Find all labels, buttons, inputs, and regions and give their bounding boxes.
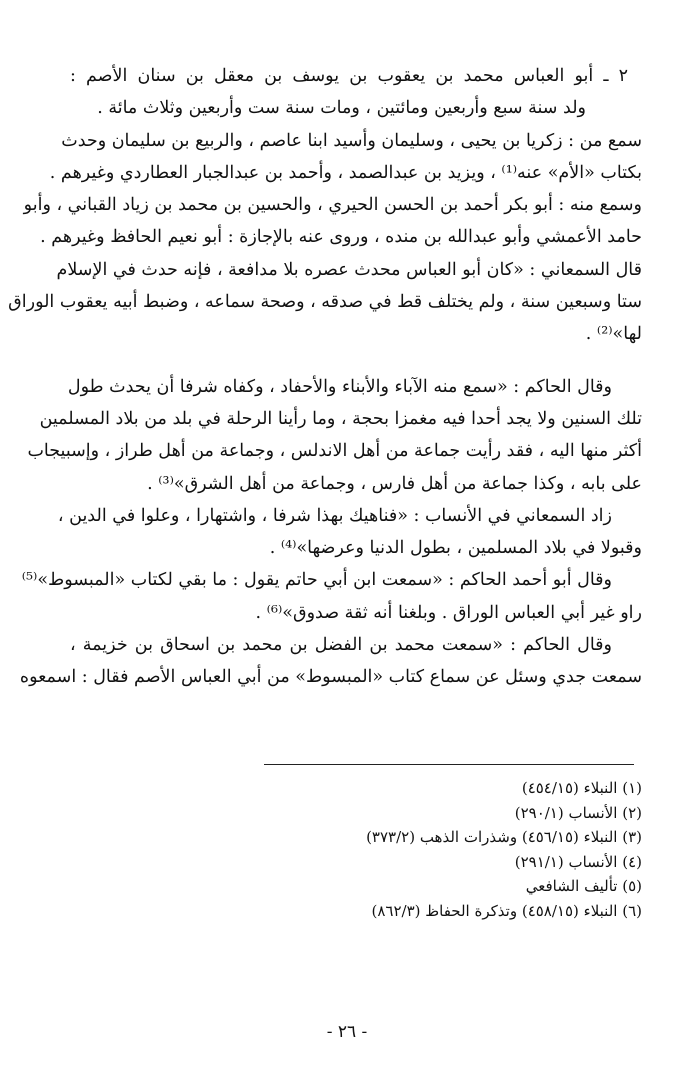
footnote-separator xyxy=(264,764,634,765)
text-line: وقبولا في بلاد المسلمين ، بطول الدنيا وعرضها»⁽⁴⁾ . xyxy=(269,538,642,559)
footnote: (٢) الأنساب (٢٩٠/١) xyxy=(514,803,642,822)
footnote: (١) النبلاء (٤٥٤/١٥) xyxy=(521,779,642,797)
footnote: (٦) النبلاء (٤٥٨/١٥) وتذكرة الحفاظ (٨٦٢/٣) xyxy=(371,901,642,920)
text-line: وقال الحاكم : «سمعت محمد بن الفضل بن محمد بن اسحاق بن خزيمة ، xyxy=(70,635,612,656)
text-line: على بابه ، وكذا جماعة من أهل فارس ، وجماعة من أهل الشرق»⁽³⁾ . xyxy=(147,473,642,494)
text-line: وقال الحاكم : «سمع منه الآباء والأبناء والأحفاد ، وكفاه شرفا أن يحدث طول xyxy=(67,376,612,397)
text-line: لها»⁽²⁾ . xyxy=(585,324,642,345)
text-line: حامد الأعمشي وأبو عبدالله بن منده ، وروى عنه بالإجازة : أبو نعيم الحافظ وغيرهم . xyxy=(40,227,642,248)
text-line: ٢ ـ أبو العباس محمد بن يعقوب بن يوسف بن معقل بن سنان الأصم : xyxy=(70,66,628,86)
text-line: ستا وسبعين سنة ، ولم يختلف قط في صدقه ، وصحة سماعه ، وضبط أبيه يعقوب الوراق xyxy=(8,292,642,313)
text-line: تلك السنين ولا يجد أحدا فيه مغمزا بحجة ، وما رأينا الرحلة في بلد من بلاد المسلمين xyxy=(39,408,642,429)
footnote: (٥) تأليف الشافعي xyxy=(525,877,642,896)
text-line: وسمع منه : أبو بكر أحمد بن الحسن الحيري ، والحسين بن محمد بن زياد القباني ، وأبو xyxy=(23,195,642,216)
text-line: سمع من : زكريا بن يحيى ، وسليمان وأسيد ابنا عاصم ، والربيع بن سليمان وحدث xyxy=(61,130,642,151)
text-line: بكتاب «الأم» عنه⁽¹⁾ ، ويزيد بن عبدالصمد ، وأحمد بن عبدالجبار العطاردي وغيرهم . xyxy=(49,162,642,183)
text-line: وقال أبو أحمد الحاكم : «سمعت ابن أبي حاتم يقول : ما بقي لكتاب «المبسوط»⁽⁵⁾ xyxy=(21,570,612,591)
paragraph-gap xyxy=(70,351,642,371)
footnote: (٤) الأنساب (٢٩١/١) xyxy=(514,852,642,871)
text-line: قال السمعاني : «كان أبو العباس محدث عصره بلا مدافعة ، فإنه حدث في الإسلام xyxy=(56,259,642,280)
text-line: ولد سنة سبع وأربعين ومائتين ، ومات سنة ست وأربعين وثلاث مائة . xyxy=(97,98,586,119)
text-line: راو غير أبي العباس الوراق . وبلغنا أنه ثقة صدوق»⁽⁶⁾ . xyxy=(255,602,642,623)
page-number: - ٢٦ - xyxy=(326,1022,368,1042)
text-line: سمعت جدي وسئل عن سماع كتاب «المبسوط» من أبي العباس الأصم فقال : اسمعوه xyxy=(19,667,642,688)
main-text xyxy=(8,60,642,694)
footnotes xyxy=(366,776,642,924)
text-line: زاد السمعاني في الأنساب : «فناهيك بهذا شرفا ، واشتهارا ، وعلوا في الدين ، xyxy=(57,505,612,526)
footnote: (٣) النبلاء (٤٥٦/١٥) وشذرات الذهب (٣٧٣/٢) xyxy=(366,828,642,847)
text-line: أكثر منها اليه ، فقد رأيت جماعة من أهل الاندلس ، وجماعة من أهل طراز ، وإسبيجاب xyxy=(27,441,642,462)
